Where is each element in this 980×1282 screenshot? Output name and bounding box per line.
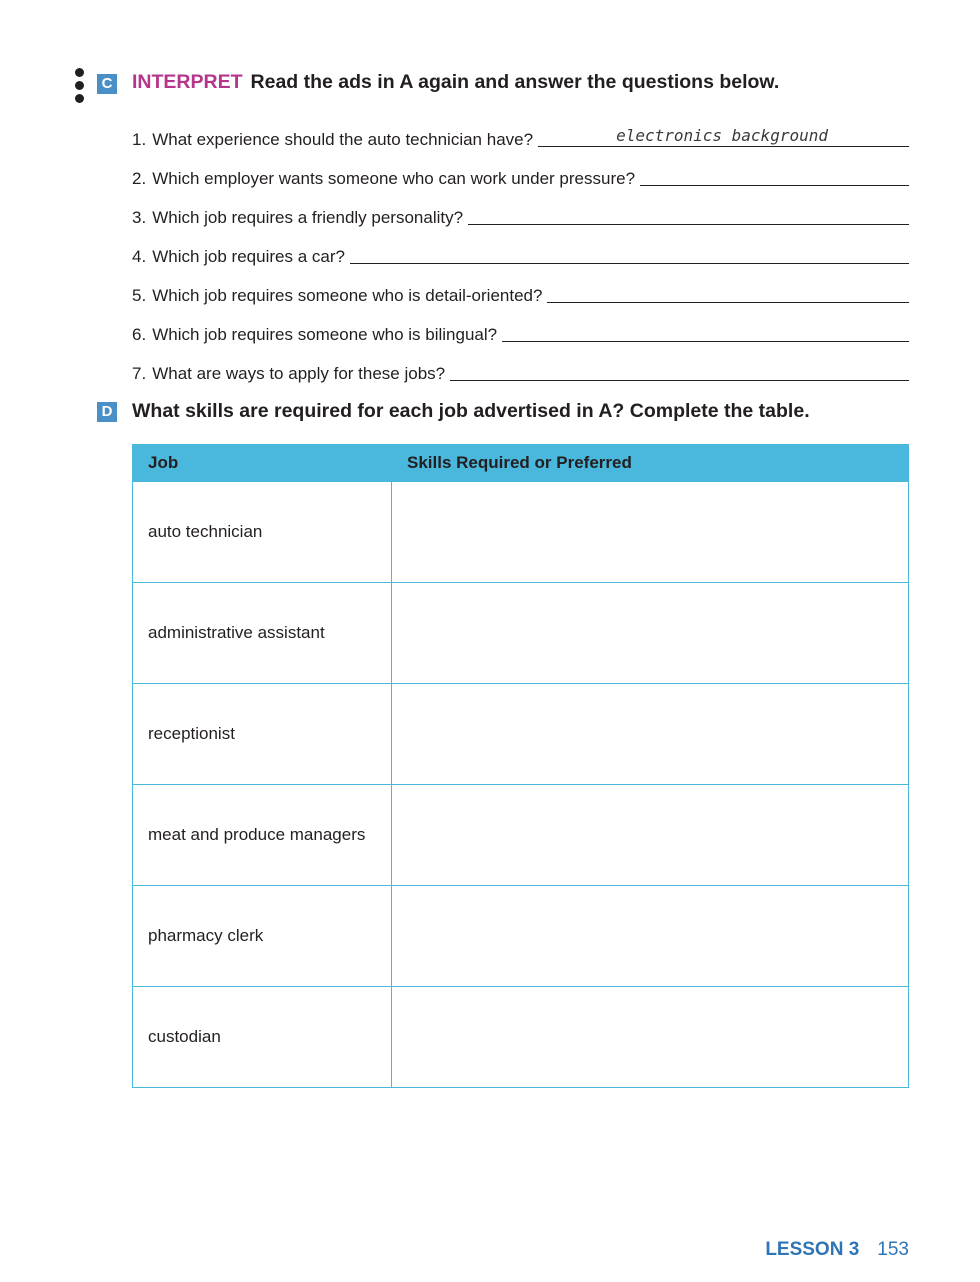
skills-cell[interactable] [392,482,909,583]
question-number: 7. [132,364,147,383]
question-list [132,111,909,384]
answer-line[interactable] [468,200,909,225]
handwritten-answer: electronics background [616,126,828,145]
answer-line[interactable] [640,161,909,186]
question-number: 2. [132,169,147,188]
answer-line[interactable] [538,122,909,147]
job-cell: auto technician [133,482,392,583]
job-cell: meat and produce managers [133,785,392,886]
question-text: Which job requires someone who is bilingual? [152,325,498,344]
table-row [133,583,909,684]
table-row [133,684,909,785]
page-footer [765,1239,909,1261]
question-item [132,111,909,150]
skills-cell[interactable] [392,987,909,1088]
skills-cell[interactable] [392,583,909,684]
section-c-instruction: Read the ads in A again and answer the questions below. [250,71,780,93]
question-number: 4. [132,247,147,266]
activity-dots-icon [75,68,85,107]
question-item [132,345,909,384]
table-row [133,987,909,1088]
skills-cell[interactable] [392,886,909,987]
question-item [132,150,909,189]
section-c-heading [132,71,779,94]
question-text: Which job requires a car? [152,247,345,266]
question-number: 5. [132,286,147,305]
question-item [132,228,909,267]
question-text: What are ways to apply for these jobs? [152,364,446,383]
question-number: 1. [132,130,147,149]
question-item [132,189,909,228]
job-cell: administrative assistant [133,583,392,684]
job-cell: custodian [133,987,392,1088]
section-c-badge: C [97,74,117,94]
answer-line[interactable] [450,356,909,381]
table-row [133,785,909,886]
answer-line[interactable] [350,239,909,264]
skills-cell[interactable] [392,684,909,785]
question-number: 6. [132,325,147,344]
job-cell: pharmacy clerk [133,886,392,987]
skills-cell[interactable] [392,785,909,886]
table-row [133,886,909,987]
question-item [132,267,909,306]
page-number: 153 [877,1239,909,1260]
table-header-row [133,445,909,482]
lesson-label: LESSON 3 [765,1239,860,1260]
skills-table [132,444,909,1088]
section-d-heading: What skills are required for each job advertised in A? Complete the table. [132,400,810,422]
job-cell: receptionist [133,684,392,785]
column-header-skills: Skills Required or Preferred [392,445,909,482]
answer-line[interactable] [502,317,909,342]
table-row [133,482,909,583]
answer-line[interactable] [547,278,909,303]
question-item [132,306,909,345]
question-text: What experience should the auto technician have? [152,130,534,149]
section-d-badge: D [97,402,117,422]
question-text: Which employer wants someone who can work under pressure? [152,169,636,188]
column-header-job: Job [133,445,392,482]
interpret-keyword: INTERPRET [132,71,243,93]
question-text: Which job requires someone who is detail-oriented? [152,286,543,305]
question-text: Which job requires a friendly personality? [152,208,464,227]
question-number: 3. [132,208,147,227]
